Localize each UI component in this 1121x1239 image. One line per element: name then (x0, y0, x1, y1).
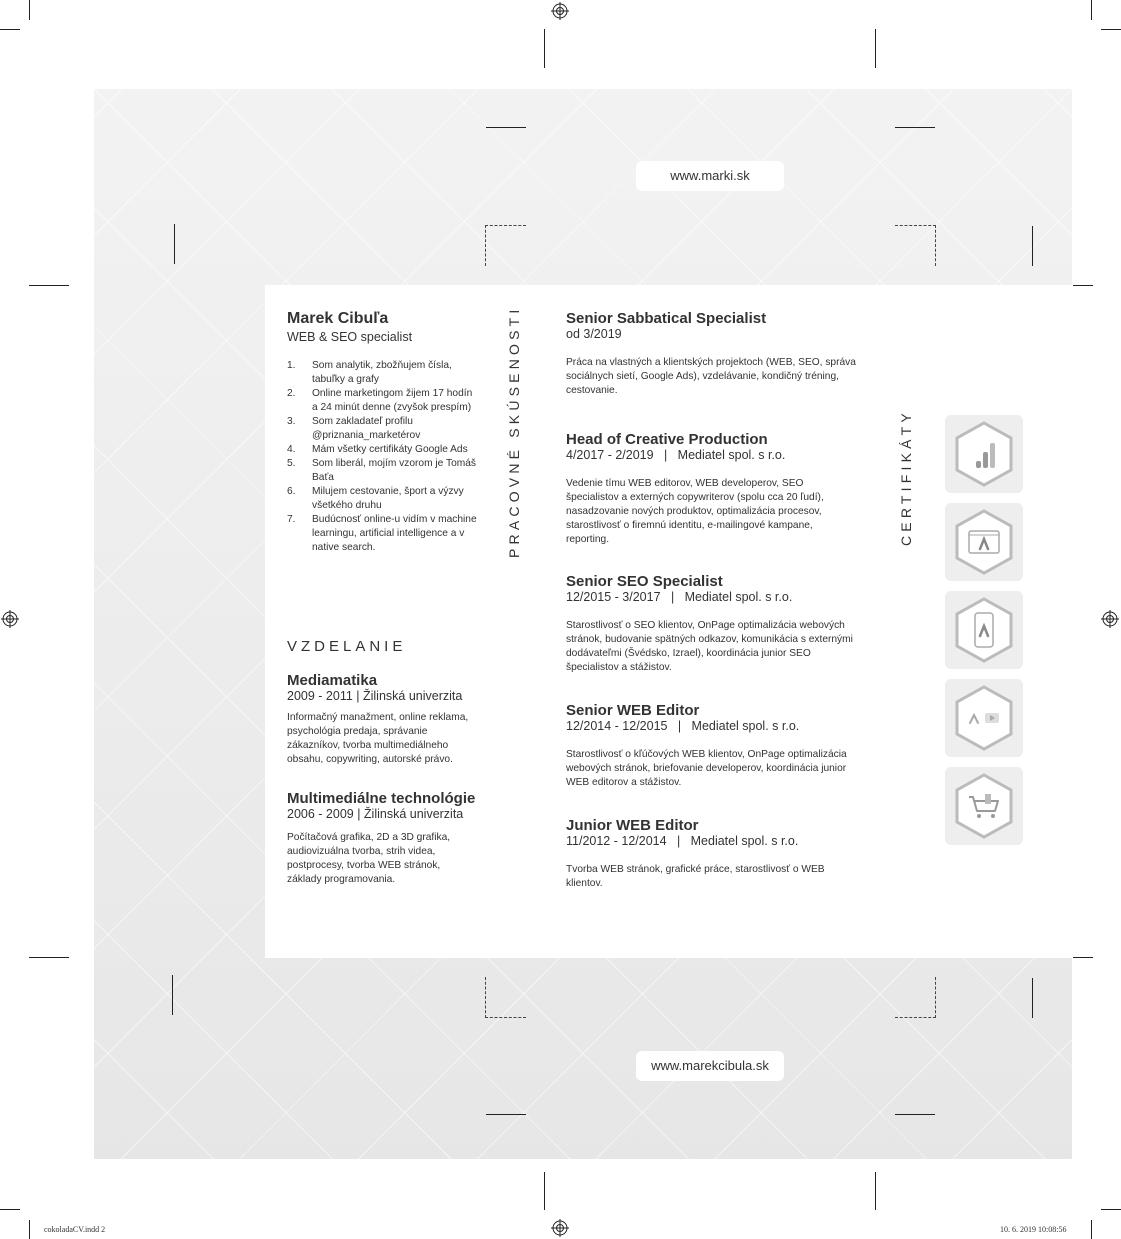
fact-number: 3. (287, 416, 296, 427)
job-title: Head of Creative Production (566, 431, 768, 448)
analytics-bars-icon (945, 415, 1023, 493)
fact-item (287, 513, 477, 555)
education-meta: 2006 - 2009 | Žilinská univerzita (287, 807, 464, 821)
registration-mark-right (1101, 610, 1119, 628)
education-item (287, 672, 477, 767)
certificate-badge[interactable] (945, 503, 1023, 581)
education-section (287, 638, 477, 887)
slug-timestamp: 10. 6. 2019 10:08:56 (1000, 1225, 1067, 1234)
fact-item (287, 415, 477, 443)
person-role: WEB & SEO specialist (287, 330, 413, 344)
certificate-badge[interactable] (945, 767, 1023, 845)
google-ads-video-icon (945, 679, 1023, 757)
fact-item (287, 387, 477, 415)
job-title: Senior WEB Editor (566, 702, 700, 719)
fact-text: Som analytik, zbožňujem čísla, tabuľky a grafy (312, 360, 452, 385)
shopping-cart-icon (945, 767, 1023, 845)
fact-number: 6. (287, 486, 296, 497)
job-description: Práca na vlastných a klientských projektoch (WEB, SEO, správa sociálnych sietí, Google Ads), vzdelávanie, kondičný tréning, cestovanie. (566, 357, 856, 396)
registration-mark-top (551, 2, 569, 20)
website-link-bottom[interactable]: www.marekcibula.sk (636, 1051, 784, 1081)
job-title: Senior Sabbatical Specialist (566, 310, 767, 327)
profile-section (287, 310, 477, 555)
job-item (566, 817, 858, 891)
job-description: Starostlivosť o kľúčových WEB klientov, OnPage optimalizácia webových stránok, briefovanie developerov, koordinácia junior WEB editorov a stážistov. (566, 749, 847, 788)
job-item (566, 310, 858, 398)
fact-text: Budúcnosť online-u vidím v machine learningu, artificial intelligence a v native search. (312, 514, 477, 553)
fact-number: 1. (287, 360, 296, 371)
job-description: Tvorba WEB stránok, grafické práce, starostlivosť o WEB klientov. (566, 864, 825, 889)
fact-item (287, 359, 477, 387)
job-description: Starostlivosť o SEO klientov, OnPage optimalizácia webových stránok, budovanie spätných odkazov, komunikácia s externými dodávateľmi (Švédsko, Izrael), koordinácia junior SEO špecialistov a stážistov. (566, 620, 853, 673)
fact-text: Milujem cestovanie, šport a výzvy všetkého druhu (312, 486, 464, 511)
job-meta: 12/2015 - 3/2017 | Mediatel spol. s r.o. (566, 590, 793, 604)
education-name: Multimediálne technológie (287, 790, 476, 807)
fact-item (287, 485, 477, 513)
job-meta: 12/2014 - 12/2015 | Mediatel spol. s r.o. (566, 719, 800, 733)
fact-item (287, 457, 477, 485)
facts-list (287, 359, 477, 555)
education-title: VZDELANIE (287, 638, 407, 655)
education-meta: 2009 - 2011 | Žilinská univerzita (287, 689, 463, 703)
job-title: Junior WEB Editor (566, 817, 699, 834)
registration-mark-left (1, 610, 19, 628)
job-item (566, 431, 858, 547)
website-link-top[interactable]: www.marki.sk (636, 161, 784, 191)
job-meta: 11/2012 - 12/2014 | Mediatel spol. s r.o. (566, 834, 799, 848)
certificate-badge[interactable] (945, 591, 1023, 669)
education-name: Mediamatika (287, 672, 378, 689)
registration-mark-bottom (551, 1219, 569, 1237)
education-description: Informačný manažment, online reklama, psychológia predaja, správanie zákazníkov, tvorba multimediálneho obsahu, copywriting, autorské právo. (287, 712, 469, 765)
job-meta: od 3/2019 (566, 327, 622, 341)
certificate-badge[interactable] (945, 679, 1023, 757)
job-description: Vedenie tímu WEB editorov, WEB developerov, SEO špecialistov a externých copywriterov (spolu cca 20 ľudí), nasadzovanie nových produktov, optimalizácia procesov, starostlivosť o firemnú identitu, e-mailingové kampane, reporting. (566, 478, 824, 545)
google-ads-mobile-icon (945, 591, 1023, 669)
fact-text: Mám všetky certifikáty Google Ads (312, 444, 468, 455)
job-meta: 4/2017 - 2/2019 | Mediatel spol. s r.o. (566, 448, 786, 462)
person-name: Marek Cibuľa (287, 310, 389, 327)
fact-item (287, 443, 477, 457)
fact-number: 5. (287, 458, 296, 469)
job-item (566, 573, 858, 675)
job-item (566, 702, 858, 790)
slug-file-name: cokoladaCV.indd 2 (44, 1225, 106, 1234)
education-description: Počítačová grafika, 2D a 3D grafika, audiovizuálna tvorba, strih videa, postprocesy, tvorba WEB stránok, základy programovania. (287, 832, 451, 885)
fact-number: 7. (287, 514, 296, 525)
google-ads-display-icon (945, 503, 1023, 581)
experience-vertical-title: PRACOVNÉ SKÚSENOSTI (506, 305, 522, 558)
job-title: Senior SEO Specialist (566, 573, 723, 590)
education-item (287, 790, 477, 887)
fact-number: 2. (287, 388, 296, 399)
fact-text: Som zakladateľ profilu @priznania_marketérov (312, 416, 421, 441)
certificates-list (945, 415, 1023, 845)
certificates-vertical-title: CERTIFIKÁTY (898, 409, 914, 546)
fact-number: 4. (287, 444, 296, 455)
fact-text: Som liberál, mojím vzorom je Tomáš Baťa (312, 458, 476, 483)
fact-text: Online marketingom žijem 17 hodín a 24 minút denne (zvyšok prespím) (312, 388, 473, 413)
experience-list (566, 310, 858, 891)
certificate-badge[interactable] (945, 415, 1023, 493)
